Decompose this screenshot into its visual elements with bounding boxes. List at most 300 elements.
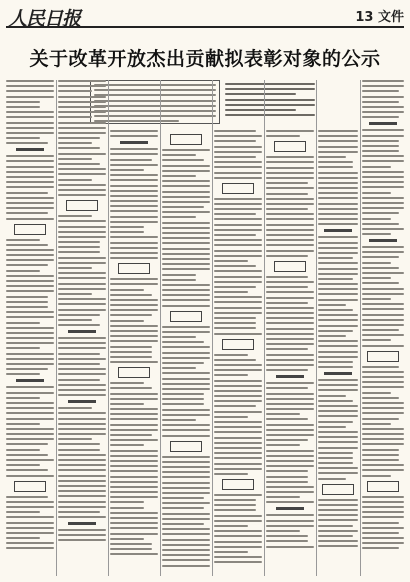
text-line [6,239,40,241]
text-line [6,459,54,461]
text-line [110,553,158,555]
text-line [362,101,399,103]
text-line [162,362,204,364]
text-line [214,198,262,200]
text-line [58,127,106,129]
text-line [58,490,106,492]
text-line [110,486,158,488]
text-line [162,419,196,421]
text-line [214,322,256,324]
text-line [318,192,358,194]
text-line [266,418,308,420]
text-line [162,206,204,208]
text-line [162,559,210,561]
text-line [6,337,54,339]
text-line [318,431,358,433]
text-line [214,146,262,148]
text-line [266,218,314,220]
text-line [6,132,54,134]
text-line [318,151,358,153]
text-line [362,511,404,513]
text-line [214,239,262,241]
text-line [214,447,262,449]
text-line [6,207,54,209]
text-line [266,312,314,314]
text-line [6,285,54,287]
text-line [110,346,152,348]
text-line [110,393,158,395]
text-line [110,340,158,342]
text-line [6,428,54,430]
text-line [162,201,210,203]
honoree-name-heading [222,183,254,194]
text-line [318,361,353,363]
text-line [362,129,404,131]
text-line [6,418,54,420]
text-line [110,309,158,311]
text-line [58,324,100,326]
text-line [214,520,262,522]
text-line [214,291,248,293]
text-line [110,434,152,436]
text-line [58,85,106,87]
text-line [6,259,54,261]
text-line [6,438,54,440]
text-line [362,345,404,347]
text-line [110,294,152,296]
text-line [162,429,210,431]
text-line [318,236,358,238]
text-line [318,262,358,264]
text-line [162,170,210,172]
text-line [266,481,308,483]
text-line [162,341,204,343]
text-line [214,437,262,439]
text-line [214,364,262,366]
text-line [362,501,404,503]
text-line [110,507,144,509]
text-line [110,543,152,545]
text-line [6,423,40,425]
text-line [266,317,314,319]
text-line [318,462,353,464]
text-line [318,499,358,501]
text-line [6,176,54,178]
text-line [362,314,404,316]
text-line [110,148,158,150]
text-line [318,330,353,332]
text-line [162,372,210,374]
text-line [266,520,314,522]
text-line [362,85,404,87]
text-line [318,252,358,254]
text-line [362,145,399,147]
text-line [362,251,404,253]
text-line [266,540,308,542]
text-line [362,547,399,549]
text-line [162,253,210,255]
text-line [362,212,399,214]
text-line [6,342,54,344]
newspaper-logo: 人民日报 [8,8,81,30]
text-line [6,155,54,157]
text-line [110,236,158,238]
text-line [214,556,262,558]
text-line [110,330,158,332]
text-line [58,428,106,430]
text-line [214,411,262,413]
text-line [266,281,314,283]
honoree-name-heading [118,263,150,274]
text-line [214,203,262,205]
text-line [6,475,54,477]
text-line [362,207,404,209]
text-line [162,378,210,380]
column-divider [160,80,161,576]
text-line [318,545,358,547]
text-column [58,80,106,576]
text-line [214,250,262,252]
text-line [266,338,314,340]
text-line [58,184,106,186]
text-line [6,433,54,435]
text-line [362,443,404,445]
text-line [214,468,262,470]
text-line [362,376,404,378]
text-line [6,532,54,534]
honoree-name-heading [222,339,254,350]
text-line [162,388,210,390]
text-line [162,258,210,260]
text-line [214,515,262,517]
text-line [58,246,100,248]
text-line [318,457,353,459]
text-line [110,517,158,519]
text-line [266,364,314,366]
text-line [162,367,196,369]
text-line [318,187,358,189]
text-line [362,469,404,471]
text-line [362,293,404,295]
text-line [6,90,54,92]
text-line [162,248,210,250]
text-line [318,177,358,179]
text-line [266,382,314,384]
text-line [362,381,404,383]
text-line [266,359,314,361]
text-line [266,470,308,472]
masthead-divider [6,26,404,28]
text-line [214,535,262,537]
text-line [58,379,100,381]
text-line [318,467,358,469]
text-line [110,450,158,452]
text-column [362,80,404,576]
text-line [214,426,262,428]
text-line [266,403,314,405]
text-line [6,501,54,503]
text-line [266,276,308,278]
text-line [362,282,399,284]
text-line [6,301,48,303]
text-line [110,320,144,322]
text-line [110,527,158,529]
text-line [58,412,106,414]
text-line [6,212,48,214]
text-line [214,463,262,465]
text-line [6,85,54,87]
text-line [6,373,40,375]
text-line [58,267,92,269]
text-line [214,546,262,548]
text-line [6,181,54,183]
text-line [58,80,106,82]
text-line [362,262,391,264]
text-line [162,294,210,296]
text-line [162,211,210,213]
text-line [162,518,210,520]
text-line [6,449,40,451]
text-line [362,522,399,524]
text-line [266,198,314,200]
text-column [214,80,262,576]
honoree-name-heading [68,400,96,403]
text-line [266,434,314,436]
text-line [58,454,106,456]
text-line [58,389,106,391]
text-column [6,80,54,576]
text-line [318,203,358,205]
text-line [266,255,308,257]
text-line [162,216,196,218]
text-line [162,299,210,301]
text-line [214,551,248,553]
text-line [266,135,300,137]
text-line [362,532,399,534]
text-line [362,228,404,230]
text-line [58,495,106,497]
text-line [214,255,262,257]
text-line [110,205,158,207]
text-line [318,340,358,342]
text-line [266,387,308,389]
text-line [362,329,399,331]
text-line [6,443,48,445]
text-line [162,502,210,504]
text-line [58,433,106,435]
text-line [214,525,248,527]
text-line [318,278,353,280]
text-line [110,538,144,540]
text-line [266,167,314,169]
text-line [110,351,152,353]
text-line [6,386,54,388]
text-line [318,130,358,132]
text-line [362,166,391,168]
text-line [58,194,106,196]
text-line [162,159,204,161]
text-line [162,180,210,182]
text-line [6,122,54,124]
text-line [6,137,40,139]
text-line [58,90,92,92]
text-line [58,220,106,222]
text-line [110,533,158,535]
text-line [110,424,158,426]
text-line [58,319,92,321]
text-line [110,314,152,316]
text-line [6,127,54,129]
text-line [266,398,314,400]
text-line [58,163,100,165]
text-line [362,90,399,92]
text-line [6,96,54,98]
text-line [318,436,358,438]
text-line [362,506,404,508]
text-line [58,480,106,482]
text-line [6,311,54,313]
text-line [214,135,262,137]
text-line [162,284,210,286]
text-line [318,384,358,386]
text-line [214,509,256,511]
text-line [6,186,54,188]
text-line [214,307,262,309]
text-line [162,497,204,499]
honoree-name-heading [274,141,306,152]
text-line [214,400,262,402]
text-line [6,244,48,246]
honoree-name-heading [170,134,202,145]
text-line [318,389,358,391]
text-line [6,397,40,399]
text-line [162,476,210,478]
text-line [362,537,404,539]
text-line [58,101,106,103]
text-line [266,348,308,350]
text-line [58,257,106,259]
text-line [266,354,314,356]
text-line [110,403,144,405]
text-line [266,291,314,293]
text-line [58,511,100,513]
text-line [58,277,106,279]
honoree-name-heading [222,479,254,490]
text-line [162,549,210,551]
text-line [266,234,314,236]
text-line [162,554,210,556]
text-line [58,116,92,118]
honoree-name-heading [118,367,150,378]
text-line [362,140,399,142]
text-line [6,111,54,113]
text-line [266,514,314,516]
text-line [318,530,358,532]
text-line [318,218,358,220]
text-line [214,359,256,361]
text-line [6,522,54,524]
text-line [214,369,262,371]
text-line [6,327,54,329]
text-line [266,229,314,231]
text-line [6,454,48,456]
text-line [110,252,158,254]
text-line [214,504,256,506]
text-line [162,507,204,509]
text-line [6,511,40,513]
text-line [266,213,314,215]
text-line [58,122,106,124]
text-line [6,392,54,394]
text-line [162,533,210,535]
text-line [58,501,106,503]
text-line [266,460,314,462]
text-line [214,213,256,215]
text-column [318,80,358,576]
text-line [58,132,106,134]
text-line [110,185,158,187]
text-line [266,193,308,195]
text-line [318,314,358,316]
honoree-name-heading [324,372,352,375]
text-line [58,475,106,477]
text-line [362,418,399,420]
text-line [58,241,100,243]
honoree-name-heading [324,229,352,232]
text-line [318,273,358,275]
text-line [6,537,40,539]
text-line [214,130,256,132]
text-line [214,494,262,496]
text-line [214,473,248,475]
text-line [266,476,308,478]
text-line [362,366,399,368]
text-line [58,485,106,487]
text-line [318,208,358,210]
text-line [362,256,399,258]
text-line [266,535,308,537]
text-line [214,457,262,459]
text-line [110,289,144,291]
text-line [214,151,262,153]
text-line [362,423,391,425]
text-line [162,435,210,437]
text-line [110,159,152,161]
text-line [266,501,314,503]
text-line [6,116,54,118]
text-line [266,546,314,548]
text-line [318,405,358,407]
text-line [58,158,92,160]
text-line [58,215,92,217]
text-line [58,459,106,461]
text-line [162,336,196,338]
text-line [110,210,158,212]
text-line [110,455,158,457]
text-line [162,482,210,484]
text-line [362,319,404,321]
text-line [58,168,106,170]
text-line [214,390,262,392]
text-line [110,231,144,233]
text-line [6,496,48,498]
text-line [58,394,106,396]
text-line [362,407,404,409]
text-line [110,491,158,493]
text-line [266,322,314,324]
text-line [6,202,54,204]
honoree-name-heading [369,122,397,125]
